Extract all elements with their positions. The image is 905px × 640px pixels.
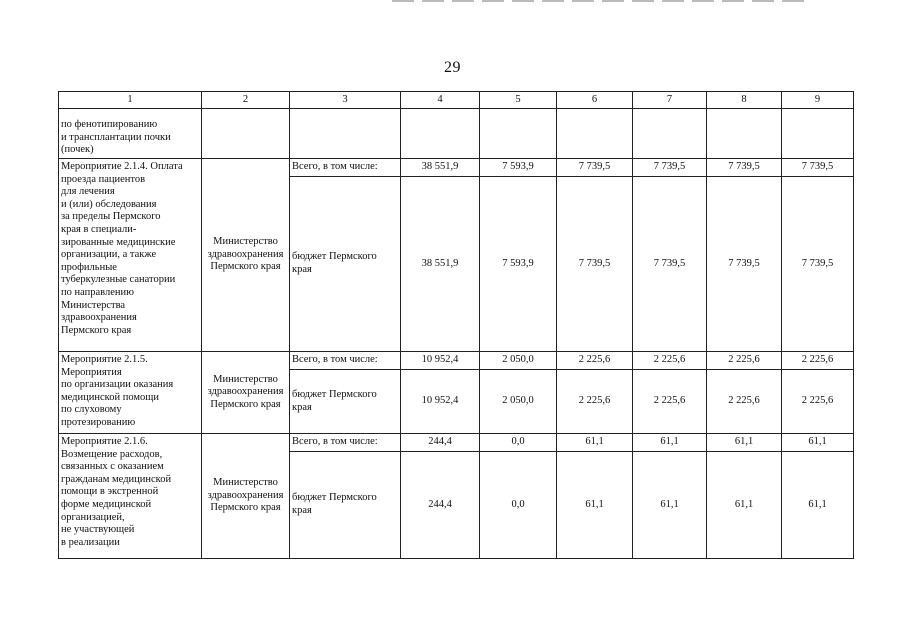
description-line: по слуховому	[61, 404, 122, 416]
description-line: для лечения	[61, 186, 115, 198]
empty-cell	[202, 109, 290, 159]
column-header: 8	[707, 92, 782, 109]
amount-cell: 0,0	[480, 452, 557, 559]
amount-cell: 61,1	[707, 452, 782, 559]
event-description	[59, 109, 202, 159]
description-line: Мероприятие 2.1.5.	[61, 354, 148, 365]
description-line: помощи в экстренной	[61, 486, 159, 498]
amount-cell: 61,1	[557, 434, 633, 452]
amount-cell: 61,1	[782, 434, 854, 452]
amount-cell: 2 225,6	[782, 352, 854, 370]
amount-cell: 2 225,6	[707, 370, 782, 434]
amount-cell: 10 952,4	[401, 370, 480, 434]
amount-cell: 38 551,9	[401, 177, 480, 352]
funding-source-total: Всего, в том числе:	[290, 434, 401, 452]
amount-cell: 7 739,5	[782, 159, 854, 177]
amount-cell: 7 739,5	[557, 177, 633, 352]
description-line: зированные медицинские	[61, 236, 176, 248]
amount-cell: 0,0	[480, 434, 557, 452]
event-description	[59, 434, 202, 559]
column-header: 3	[290, 92, 401, 109]
amount-cell: 7 739,5	[633, 177, 707, 352]
executor-cell: Министерство здравоохранения Пермского края	[202, 352, 290, 434]
description-line: Пермского края	[61, 324, 132, 336]
column-header: 5	[480, 92, 557, 109]
amount-cell: 10 952,4	[401, 352, 480, 370]
description-line: за пределы Пермского	[61, 211, 161, 223]
column-header: 6	[557, 92, 633, 109]
funding-source-budget: бюджет Пермского края	[290, 452, 401, 559]
scan-artifact-line	[392, 0, 812, 2]
amount-cell: 2 225,6	[633, 352, 707, 370]
amount-cell: 7 739,5	[707, 177, 782, 352]
description-line: Мероприятия	[61, 366, 122, 378]
amount-cell: 61,1	[557, 452, 633, 559]
description-line: Мероприятие 2.1.4. Оплата	[61, 161, 183, 172]
amount-cell: 61,1	[782, 452, 854, 559]
description-line: проезда пациентов	[61, 173, 146, 185]
description-line: Возмещение расходов,	[61, 448, 163, 460]
amount-cell: 7 593,9	[480, 177, 557, 352]
description-line: Мероприятие 2.1.6.	[61, 436, 148, 447]
funding-source-budget: бюджет Пермского края	[290, 177, 401, 352]
column-header: 2	[202, 92, 290, 109]
empty-cell	[782, 109, 854, 159]
program-table	[58, 91, 854, 559]
funding-source-total: Всего, в том числе:	[290, 159, 401, 177]
page-number: 29	[444, 59, 461, 76]
table-row	[59, 352, 854, 370]
description-line: форме медицинской	[61, 498, 152, 510]
amount-cell: 61,1	[633, 434, 707, 452]
funding-source-budget: бюджет Пермского края	[290, 370, 401, 434]
event-description	[59, 159, 202, 352]
amount-cell: 7 739,5	[633, 159, 707, 177]
amount-cell: 244,4	[401, 452, 480, 559]
empty-cell	[707, 109, 782, 159]
amount-cell: 2 050,0	[480, 352, 557, 370]
column-header: 1	[59, 92, 202, 109]
description-line: по направлению	[61, 286, 134, 298]
description-line: (почек)	[61, 144, 94, 156]
amount-cell: 2 050,0	[480, 370, 557, 434]
description-line: в реализации	[61, 536, 120, 548]
amount-cell: 7 739,5	[707, 159, 782, 177]
executor-cell: Министерство здравоохранения Пермского края	[202, 159, 290, 352]
column-header: 4	[401, 92, 480, 109]
description-line: организации, а также	[61, 249, 157, 261]
amount-cell: 38 551,9	[401, 159, 480, 177]
description-line: организацией,	[61, 511, 125, 523]
empty-cell	[401, 109, 480, 159]
funding-source-total: Всего, в том числе:	[290, 352, 401, 370]
amount-cell: 2 225,6	[633, 370, 707, 434]
amount-cell: 61,1	[633, 452, 707, 559]
amount-cell: 2 225,6	[707, 352, 782, 370]
event-description	[59, 352, 202, 434]
description-line: профильные	[61, 261, 117, 273]
description-line: и трансплантации почки	[61, 131, 171, 143]
description-line: края в специали-	[61, 223, 137, 235]
column-header: 7	[633, 92, 707, 109]
table-row	[59, 109, 854, 159]
executor-cell: Министерство здравоохранения Пермского края	[202, 434, 290, 559]
description-line: по организации оказания	[61, 379, 174, 391]
description-line: связанных с оказанием	[61, 461, 164, 473]
description-line: медицинской помощи	[61, 391, 159, 403]
amount-cell: 2 225,6	[557, 352, 633, 370]
empty-cell	[480, 109, 557, 159]
amount-cell: 2 225,6	[782, 370, 854, 434]
empty-cell	[633, 109, 707, 159]
table-row	[59, 434, 854, 452]
description-line: протезированию	[61, 416, 136, 428]
amount-cell: 7 739,5	[557, 159, 633, 177]
amount-cell: 7 593,9	[480, 159, 557, 177]
amount-cell: 2 225,6	[557, 370, 633, 434]
description-line: и (или) обследования	[61, 198, 157, 210]
description-line: не участвующей	[61, 524, 135, 536]
description-line: гражданам медицинской	[61, 473, 172, 485]
amount-cell: 244,4	[401, 434, 480, 452]
column-number-row	[59, 92, 854, 109]
description-line: туберкулезные санатории	[61, 274, 176, 286]
table-row	[59, 159, 854, 177]
description-line: Министерства	[61, 299, 126, 311]
description-line: здравоохранения	[61, 312, 137, 324]
empty-cell	[290, 109, 401, 159]
amount-cell: 61,1	[707, 434, 782, 452]
column-header: 9	[782, 92, 854, 109]
description-line: по фенотипированию	[61, 119, 158, 130]
empty-cell	[557, 109, 633, 159]
amount-cell: 7 739,5	[782, 177, 854, 352]
